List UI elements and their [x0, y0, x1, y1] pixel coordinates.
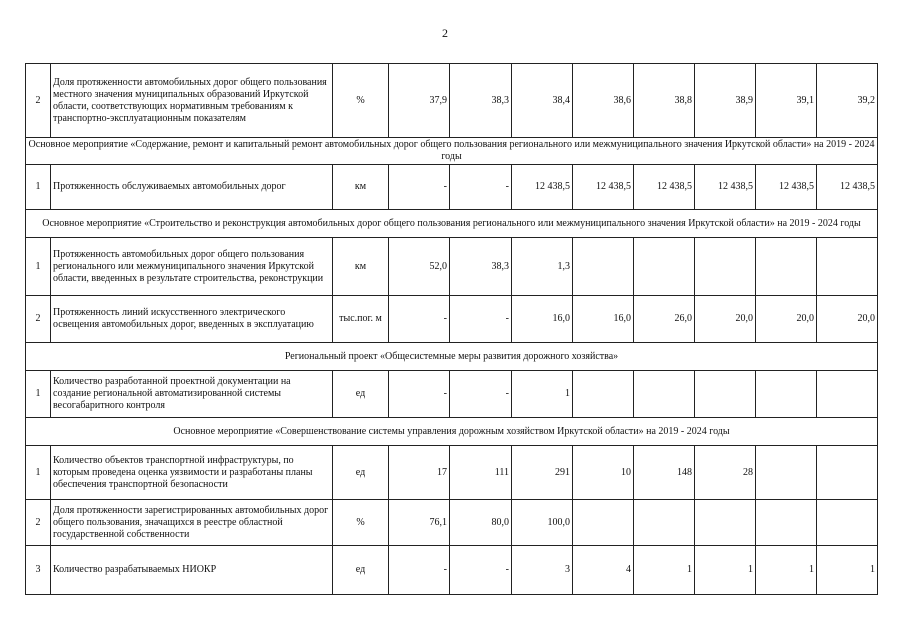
row-number: 1	[26, 238, 51, 296]
indicators-table	[25, 63, 878, 595]
value-cell: 12 438,5	[512, 165, 573, 210]
value-cell: -	[450, 165, 512, 210]
value-cell	[573, 238, 634, 296]
section-title: Основное мероприятие «Совершенствование системы управления дорожным хозяйством Иркутской области» на 2019 - 2024 годы	[26, 418, 878, 446]
indicator-row	[26, 238, 878, 296]
indicator-name: Количество разработанной проектной документации на создание региональной автоматизированной системы весогабаритного контроля	[51, 371, 333, 418]
unit-of-measure: тыс.пог. м	[333, 296, 389, 343]
value-cell: 12 438,5	[573, 165, 634, 210]
unit-of-measure: %	[333, 500, 389, 546]
value-cell: 1	[695, 546, 756, 595]
value-cell	[634, 500, 695, 546]
section-header-row	[26, 210, 878, 238]
indicator-name: Протяженность линий искусственного электрического освещения автомобильных дорог, введенных в эксплуатацию	[51, 296, 333, 343]
page-number: 2	[442, 26, 448, 40]
unit-of-measure: км	[333, 238, 389, 296]
value-cell: 1	[817, 546, 878, 595]
value-cell: 1	[512, 371, 573, 418]
value-cell: -	[389, 165, 450, 210]
value-cell	[756, 446, 817, 500]
indicator-name: Протяженность автомобильных дорог общего пользования регионального или межмуниципального значения Иркутской области, введенных в результате строительства, реконструкции	[51, 238, 333, 296]
section-title: Основное мероприятие «Содержание, ремонт и капитальный ремонт автомобильных дорог общего пользования регионального или межмуниципального значения Иркутской области» на 2019 - 2024 годы	[26, 138, 878, 165]
value-cell	[573, 500, 634, 546]
value-cell: 20,0	[756, 296, 817, 343]
row-number: 2	[26, 64, 51, 138]
section-header-row	[26, 138, 878, 165]
unit-of-measure: км	[333, 165, 389, 210]
value-cell: 26,0	[634, 296, 695, 343]
unit-of-measure: ед	[333, 546, 389, 595]
indicator-row	[26, 546, 878, 595]
value-cell	[817, 500, 878, 546]
value-cell: 16,0	[512, 296, 573, 343]
value-cell: 20,0	[817, 296, 878, 343]
value-cell	[695, 238, 756, 296]
value-cell: 28	[695, 446, 756, 500]
indicator-name: Доля протяженности зарегистрированных автомобильных дорог общего пользования, значащихся в реестре областной государственной собственности	[51, 500, 333, 546]
value-cell: 1	[756, 546, 817, 595]
value-cell: 291	[512, 446, 573, 500]
value-cell: -	[450, 546, 512, 595]
row-number: 1	[26, 165, 51, 210]
indicator-row	[26, 371, 878, 418]
value-cell	[756, 500, 817, 546]
row-number: 1	[26, 371, 51, 418]
value-cell: 10	[573, 446, 634, 500]
value-cell: 38,4	[512, 64, 573, 138]
value-cell: -	[450, 296, 512, 343]
value-cell: 1,3	[512, 238, 573, 296]
value-cell: 12 438,5	[817, 165, 878, 210]
value-cell	[756, 371, 817, 418]
row-number: 2	[26, 296, 51, 343]
indicator-row	[26, 165, 878, 210]
value-cell: 38,3	[450, 238, 512, 296]
value-cell	[573, 371, 634, 418]
section-title: Основное мероприятие «Строительство и реконструкция автомобильных дорог общего пользования регионального или межмуниципального значения Иркутской области» на 2019 - 2024 годы	[26, 210, 878, 238]
value-cell	[634, 238, 695, 296]
indicator-row	[26, 296, 878, 343]
value-cell	[695, 371, 756, 418]
value-cell: 1	[634, 546, 695, 595]
indicator-row	[26, 64, 878, 138]
value-cell: 100,0	[512, 500, 573, 546]
value-cell: 39,1	[756, 64, 817, 138]
row-number: 1	[26, 446, 51, 500]
indicator-name: Количество разрабатываемых НИОКР	[51, 546, 333, 595]
value-cell: 148	[634, 446, 695, 500]
indicator-row	[26, 500, 878, 546]
section-header-row	[26, 418, 878, 446]
value-cell: 38,6	[573, 64, 634, 138]
indicator-name: Протяженность обслуживаемых автомобильных дорог	[51, 165, 333, 210]
value-cell: 52,0	[389, 238, 450, 296]
value-cell: 12 438,5	[634, 165, 695, 210]
value-cell	[817, 371, 878, 418]
indicator-row	[26, 446, 878, 500]
indicator-name: Количество объектов транспортной инфраструктуры, по которым проведена оценка уязвимости и разработаны планы обеспечения транспортной безопасности	[51, 446, 333, 500]
value-cell	[817, 238, 878, 296]
value-cell	[634, 371, 695, 418]
value-cell: 4	[573, 546, 634, 595]
value-cell	[695, 500, 756, 546]
value-cell: 80,0	[450, 500, 512, 546]
value-cell	[817, 446, 878, 500]
unit-of-measure: %	[333, 64, 389, 138]
unit-of-measure: ед	[333, 446, 389, 500]
section-header-row	[26, 343, 878, 371]
value-cell: 3	[512, 546, 573, 595]
value-cell: 39,2	[817, 64, 878, 138]
value-cell: 38,8	[634, 64, 695, 138]
unit-of-measure: ед	[333, 371, 389, 418]
value-cell: -	[389, 296, 450, 343]
value-cell: 37,9	[389, 64, 450, 138]
value-cell: -	[450, 371, 512, 418]
indicator-name: Доля протяженности автомобильных дорог общего пользования местного значения муниципальных образований Иркутской области, соответствующих нормативным требованиям к транспортно-эксплуатационным показателям	[51, 64, 333, 138]
value-cell: 12 438,5	[756, 165, 817, 210]
value-cell: 38,9	[695, 64, 756, 138]
value-cell: 17	[389, 446, 450, 500]
row-number: 2	[26, 500, 51, 546]
value-cell: 12 438,5	[695, 165, 756, 210]
value-cell: 76,1	[389, 500, 450, 546]
value-cell: 111	[450, 446, 512, 500]
value-cell	[756, 238, 817, 296]
row-number: 3	[26, 546, 51, 595]
value-cell: -	[389, 546, 450, 595]
value-cell: 20,0	[695, 296, 756, 343]
value-cell: 38,3	[450, 64, 512, 138]
value-cell: 16,0	[573, 296, 634, 343]
value-cell: -	[389, 371, 450, 418]
section-title: Региональный проект «Общесистемные меры развития дорожного хозяйства»	[26, 343, 878, 371]
